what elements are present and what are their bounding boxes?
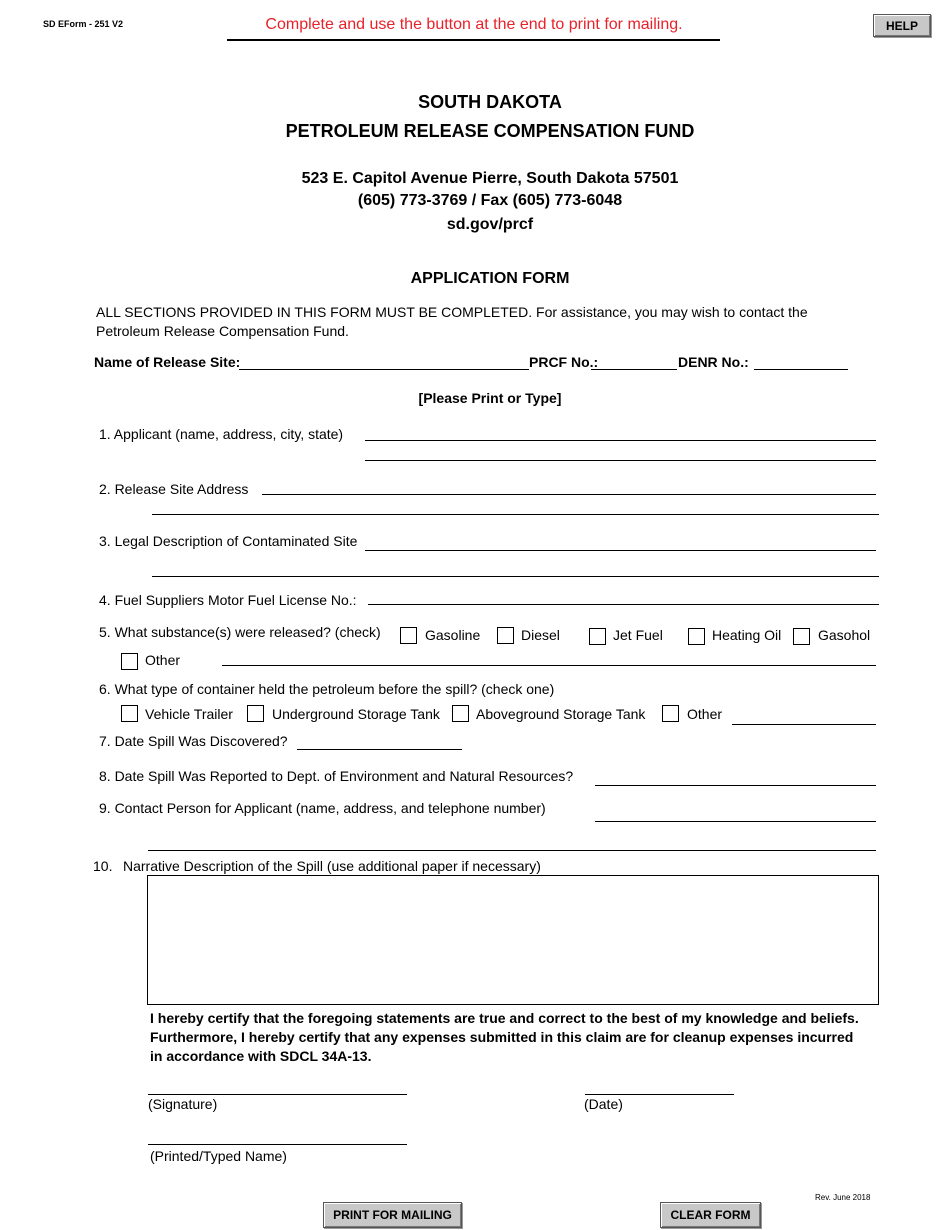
agency-phone: (605) 773-3769 / Fax (605) 773-6048 — [357, 192, 623, 209]
q5-diesel-checkbox[interactable] — [497, 627, 514, 644]
q5-diesel-label: Diesel — [521, 627, 560, 643]
q6-label: 6. What type of container held the petroleum before the spill? (check one) — [99, 681, 555, 697]
print-for-mailing-button[interactable]: PRINT FOR MAILING — [323, 1202, 462, 1228]
q3-legal-description-field-2[interactable] — [152, 576, 879, 577]
form-title: APPLICATION FORM — [410, 270, 570, 287]
q6-other-field[interactable] — [732, 724, 876, 725]
agency-website: sd.gov/prcf — [446, 216, 534, 233]
q1-applicant-field-2[interactable] — [365, 460, 876, 461]
q5-label: 5. What substance(s) were released? (check) — [99, 624, 381, 640]
q2-address-field-2[interactable] — [152, 514, 879, 515]
q9-contact-field-1[interactable] — [595, 821, 876, 822]
print-instruction: Complete and use the button at the end to print for mailing. — [265, 16, 683, 33]
q6-underground-tank-label: Underground Storage Tank — [272, 706, 440, 722]
q7-label: 7. Date Spill Was Discovered? — [99, 733, 288, 749]
q2-label: 2. Release Site Address — [99, 481, 249, 497]
printed-name-field[interactable] — [148, 1144, 407, 1145]
q2-address-field-1[interactable] — [262, 494, 876, 495]
q5-other-field[interactable] — [222, 665, 876, 666]
signature-field[interactable] — [148, 1094, 407, 1095]
q5-heating-oil-label: Heating Oil — [712, 627, 782, 643]
q6-other-checkbox[interactable] — [662, 705, 679, 722]
release-site-label: Name of Release Site: — [94, 354, 241, 370]
q6-underground-tank-checkbox[interactable] — [247, 705, 264, 722]
q1-applicant-field-1[interactable] — [365, 440, 876, 441]
agency-address: 523 E. Capitol Avenue Pierre, South Dakota 57501 — [301, 170, 679, 187]
q6-aboveground-tank-checkbox[interactable] — [452, 705, 469, 722]
prcf-number-field[interactable] — [591, 369, 677, 370]
date-field[interactable] — [585, 1094, 734, 1095]
q10-label: Narrative Description of the Spill (use additional paper if necessary) — [123, 858, 541, 874]
q10-narrative-box[interactable] — [147, 875, 879, 1005]
state-title: SOUTH DAKOTA — [418, 92, 562, 112]
q5-heating-oil-checkbox[interactable] — [688, 628, 705, 645]
release-site-name-field[interactable] — [239, 369, 529, 370]
q3-label: 3. Legal Description of Contaminated Site — [99, 533, 358, 549]
agency-title: PETROLEUM RELEASE COMPENSATION FUND — [285, 121, 695, 141]
signature-label: (Signature) — [148, 1096, 218, 1112]
q10-number: 10. — [93, 858, 113, 874]
instruction-underline — [227, 39, 720, 41]
q5-gasoline-checkbox[interactable] — [400, 627, 417, 644]
printed-name-label: (Printed/Typed Name) — [150, 1148, 287, 1164]
q5-jet-fuel-label: Jet Fuel — [613, 627, 663, 643]
q8-date-reported-field[interactable] — [595, 785, 876, 786]
q7-date-discovered-field[interactable] — [297, 749, 462, 750]
revision-date: Rev. June 2018 — [815, 1193, 871, 1202]
q5-gasohol-checkbox[interactable] — [793, 628, 810, 645]
q4-license-field[interactable] — [368, 604, 879, 605]
q9-contact-field-2[interactable] — [148, 850, 876, 851]
print-note: [Please Print or Type] — [418, 390, 562, 406]
q9-label: 9. Contact Person for Applicant (name, address, and telephone number) — [99, 800, 546, 816]
q6-aboveground-tank-label: Aboveground Storage Tank — [476, 706, 646, 722]
prcf-label: PRCF No.: — [529, 354, 599, 370]
q6-other-label: Other — [687, 706, 723, 722]
q3-legal-description-field-1[interactable] — [365, 550, 876, 551]
form-id: SD EForm - 251 V2 — [43, 19, 124, 29]
help-button[interactable]: HELP — [873, 14, 931, 37]
intro-text: ALL SECTIONS PROVIDED IN THIS FORM MUST BE COMPLETED. For assistance, you may wish to contact the Petroleum Release Compensation Fund. — [96, 304, 808, 339]
q5-gasohol-label: Gasohol — [818, 627, 871, 643]
q1-label: 1. Applicant (name, address, city, state) — [99, 426, 344, 442]
q4-label: 4. Fuel Suppliers Motor Fuel License No.: — [99, 592, 357, 608]
certification-text: I hereby certify that the foregoing statements are true and correct to the best of my knowledge and beliefs. Furthermore, I hereby certify that any expenses submitted in this claim are for cleanup expenses incurred in accordance with SDCL 34A-13. — [150, 1010, 859, 1064]
q5-gasoline-label: Gasoline — [425, 627, 481, 643]
denr-label: DENR No.: — [678, 354, 749, 370]
denr-number-field[interactable] — [754, 369, 848, 370]
q5-other-checkbox[interactable] — [121, 653, 138, 670]
clear-form-button[interactable]: CLEAR FORM — [660, 1202, 761, 1228]
q6-vehicle-trailer-label: Vehicle Trailer — [145, 706, 233, 722]
q5-other-label: Other — [145, 652, 181, 668]
date-label: (Date) — [584, 1096, 623, 1112]
q6-vehicle-trailer-checkbox[interactable] — [121, 705, 138, 722]
q5-jet-fuel-checkbox[interactable] — [589, 628, 606, 645]
q8-label: 8. Date Spill Was Reported to Dept. of Environment and Natural Resources? — [99, 768, 574, 784]
